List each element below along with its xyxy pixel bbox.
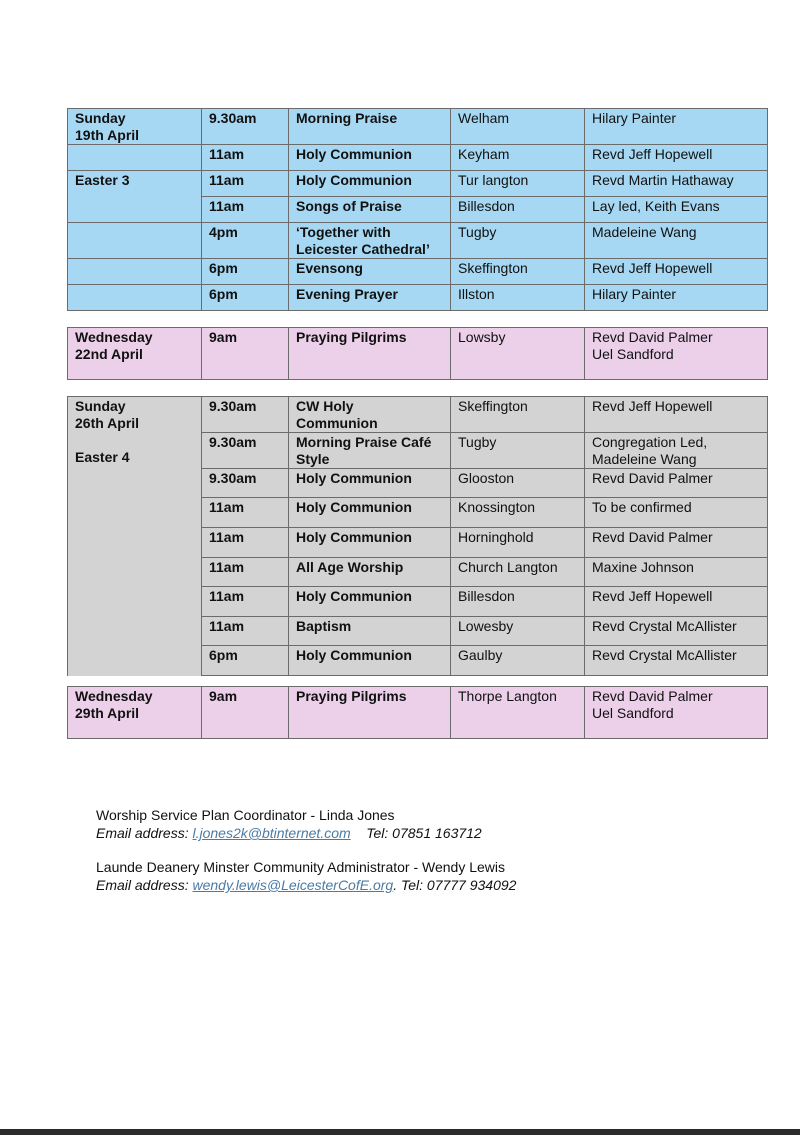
day-name: Wednesday: [75, 329, 153, 345]
place-cell: Horninghold: [451, 528, 585, 558]
email-label: Email address:: [96, 877, 189, 893]
contact-block-administrator: [96, 858, 516, 894]
place-cell: Skeffington: [451, 259, 585, 285]
leader-cell: Revd Crystal McAllister: [585, 617, 768, 646]
day-cell-empty: [68, 223, 202, 259]
service-cell: Holy Communion: [289, 145, 451, 171]
place-cell: Welham: [451, 109, 585, 145]
service-cell: Holy Communion: [289, 171, 451, 197]
leader-line: Uel Sandford: [592, 705, 674, 721]
leader-cell: [585, 328, 768, 380]
leader-cell: Revd David Palmer: [585, 469, 768, 498]
leader-cell: To be confirmed: [585, 498, 768, 528]
day-cell: [68, 328, 202, 380]
leader-line: Revd David Palmer: [592, 329, 713, 345]
leader-line: Revd David Palmer: [592, 688, 713, 704]
table-row: [68, 197, 768, 223]
day-name: Sunday: [75, 398, 126, 414]
administrator-line: Launde Deanery Minster Community Administrator - Wendy Lewis: [96, 859, 506, 875]
leader-cell: Hilary Painter: [585, 109, 768, 145]
day-cell-empty: [68, 197, 202, 223]
leader-cell: Revd David Palmer: [585, 528, 768, 558]
email-label: Email address: [96, 825, 185, 841]
day-cell-empty: [68, 145, 202, 171]
leader-cell: Hilary Painter: [585, 285, 768, 311]
leader-cell: Madeleine Wang: [585, 223, 768, 259]
leader-cell: Revd Jeff Hopewell: [585, 587, 768, 617]
service-cell: [289, 397, 451, 433]
service-cell: Songs of Praise: [289, 197, 451, 223]
service-line: Leicester Cathedral’: [296, 241, 430, 257]
table-row: [68, 171, 768, 197]
service-cell: All Age Worship: [289, 558, 451, 587]
day-cell: [68, 397, 202, 676]
day-date: 29th April: [75, 705, 140, 721]
week1-table: [67, 108, 768, 311]
leader-cell: Revd Jeff Hopewell: [585, 397, 768, 433]
administrator-tel: . Tel: 07777 934092: [393, 877, 517, 893]
service-cell: [289, 433, 451, 469]
service-cell: Holy Communion: [289, 528, 451, 558]
service-cell: Baptism: [289, 617, 451, 646]
time-cell: 9.30am: [202, 109, 289, 145]
time-cell: 9.30am: [202, 397, 289, 433]
service-line: CW Holy: [296, 398, 354, 414]
week2-table: [67, 396, 768, 676]
service-cell: Praying Pilgrims: [289, 687, 451, 739]
wed2-table: [67, 686, 768, 739]
service-cell: Holy Communion: [289, 498, 451, 528]
leader-cell: Revd Crystal McAllister: [585, 646, 768, 676]
administrator-email-line: [96, 876, 516, 894]
leader-cell: [585, 433, 768, 469]
place-cell: Lowesby: [451, 617, 585, 646]
table-row: [68, 285, 768, 311]
time-cell: 9am: [202, 328, 289, 380]
page-bottom-bar: [0, 1129, 800, 1135]
place-cell: Tugby: [451, 433, 585, 469]
time-cell: 11am: [202, 617, 289, 646]
table-row: [68, 145, 768, 171]
service-cell: Morning Praise: [289, 109, 451, 145]
place-cell: Thorpe Langton: [451, 687, 585, 739]
day-cell: [68, 687, 202, 739]
time-cell: 9am: [202, 687, 289, 739]
coordinator-email-line: Email address: l.jones2k@btinternet.com Tel: 07851 163712: [96, 825, 482, 841]
table-row: [68, 109, 768, 145]
table-row: [68, 687, 768, 739]
service-cell: Evening Prayer: [289, 285, 451, 311]
place-cell: Glooston: [451, 469, 585, 498]
place-cell: Church Langton: [451, 558, 585, 587]
time-cell: 6pm: [202, 646, 289, 676]
coordinator-email-link[interactable]: l.jones2k@btinternet.com: [192, 825, 351, 841]
time-cell: 6pm: [202, 259, 289, 285]
coordinator-line: Worship Service Plan Coordinator - Linda Jones: [96, 807, 395, 823]
place-cell: Billesdon: [451, 587, 585, 617]
place-cell: Billesdon: [451, 197, 585, 223]
wed1-table: [67, 327, 768, 380]
leader-cell: Revd Jeff Hopewell: [585, 259, 768, 285]
week-label: Easter 4: [75, 449, 130, 465]
place-cell: Knossington: [451, 498, 585, 528]
service-line: ‘Together with: [296, 224, 391, 240]
time-cell: 11am: [202, 145, 289, 171]
day-date: 19th April: [75, 127, 140, 143]
table-row: [68, 397, 768, 433]
day-cell-empty: [68, 285, 202, 311]
time-cell: 9.30am: [202, 469, 289, 498]
place-cell: Illston: [451, 285, 585, 311]
coordinator-tel: Tel: 07851 163712: [366, 825, 482, 841]
administrator-email-link[interactable]: wendy.lewis@LeicesterCofE.org: [192, 877, 394, 893]
place-cell: Keyham: [451, 145, 585, 171]
service-line: Communion: [296, 415, 378, 431]
day-name: Wednesday: [75, 688, 153, 704]
time-cell: 11am: [202, 587, 289, 617]
service-line: Style: [296, 451, 330, 467]
time-cell: 11am: [202, 171, 289, 197]
day-name: Sunday: [75, 110, 126, 126]
time-cell: 11am: [202, 528, 289, 558]
service-cell: Holy Communion: [289, 469, 451, 498]
week-label: Easter 3: [68, 171, 202, 197]
leader-cell: Revd Jeff Hopewell: [585, 145, 768, 171]
service-line: Morning Praise Café: [296, 434, 432, 450]
day-date: 26th April: [75, 415, 140, 431]
time-cell: 4pm: [202, 223, 289, 259]
place-cell: Gaulby: [451, 646, 585, 676]
contact-block-coordinator: [96, 806, 482, 842]
table-row: [68, 259, 768, 285]
time-cell: 11am: [202, 558, 289, 587]
service-cell: Holy Communion: [289, 646, 451, 676]
time-cell: 11am: [202, 498, 289, 528]
table-row: [68, 328, 768, 380]
place-cell: Tur langton: [451, 171, 585, 197]
leader-cell: Revd Martin Hathaway: [585, 171, 768, 197]
leader-cell: Lay led, Keith Evans: [585, 197, 768, 223]
place-cell: Skeffington: [451, 397, 585, 433]
place-cell: Tugby: [451, 223, 585, 259]
service-cell: Holy Communion: [289, 587, 451, 617]
time-cell: 6pm: [202, 285, 289, 311]
leader-line: Congregation Led,: [592, 434, 708, 450]
leader-line: Uel Sandford: [592, 346, 674, 362]
day-cell: [68, 109, 202, 145]
day-cell-empty: [68, 259, 202, 285]
table-row: [68, 223, 768, 259]
service-cell: Evensong: [289, 259, 451, 285]
time-cell: 9.30am: [202, 433, 289, 469]
time-cell: 11am: [202, 197, 289, 223]
day-date: 22nd April: [75, 346, 143, 362]
place-cell: Lowsby: [451, 328, 585, 380]
leader-line: Madeleine Wang: [592, 451, 697, 467]
service-cell: [289, 223, 451, 259]
leader-cell: [585, 687, 768, 739]
service-cell: Praying Pilgrims: [289, 328, 451, 380]
leader-cell: Maxine Johnson: [585, 558, 768, 587]
